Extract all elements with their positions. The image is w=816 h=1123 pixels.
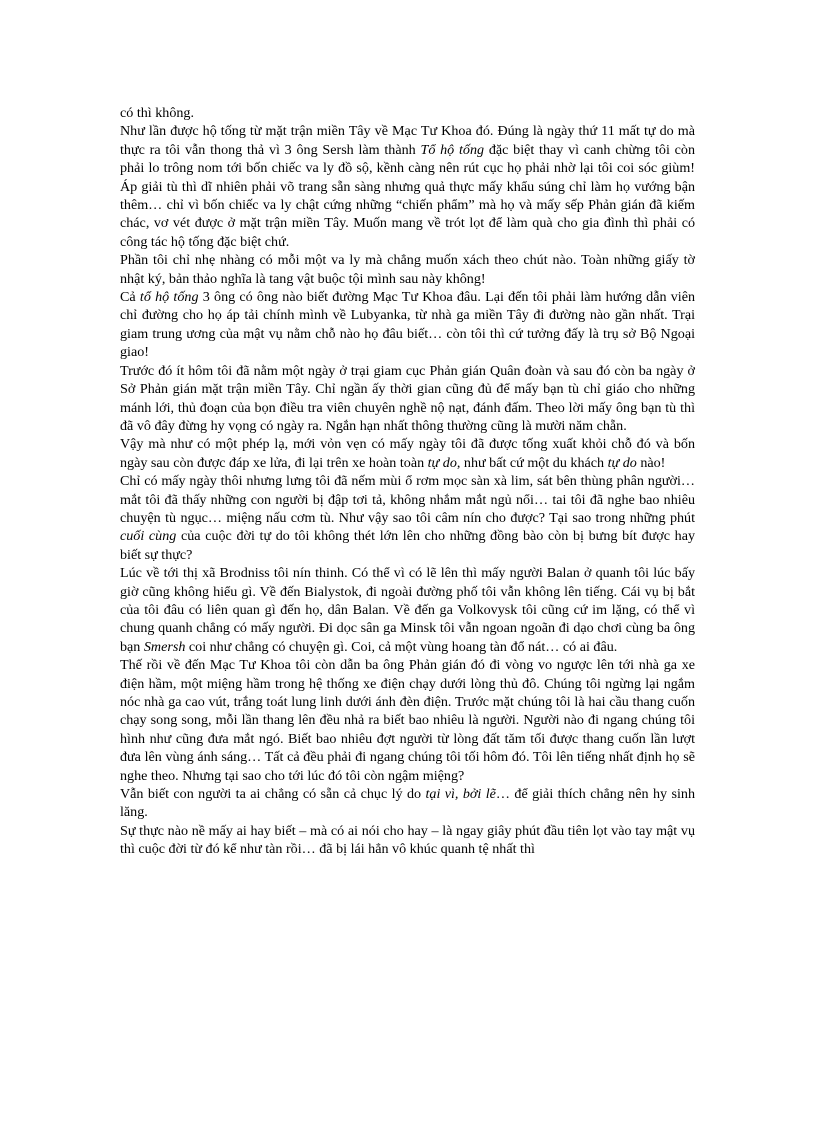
paragraph [120, 362, 695, 436]
paragraph [120, 104, 695, 122]
paragraph-text: của cuộc đời tự do tôi không thét lớn lên cho những đồng bào còn bị bưng bít được hay biết sự thực? [120, 528, 696, 563]
paragraph [120, 656, 695, 785]
paragraph-text: có thì không. [120, 105, 194, 121]
paragraph-text: Phần tôi chỉ nhẹ nhàng có mỗi một va ly mà chẳng muốn xách theo chút nào. Toàn những giấy tờ nhật ký, bản thảo nghĩa là tang vật buộc tội mình sau này không! [120, 252, 695, 287]
paragraph [120, 435, 695, 472]
paragraph-text: Vẫn biết con người ta ai chẳng có sẵn cả chục lý do [120, 786, 426, 803]
paragraph-text: Lúc về tới thị xã Brodniss tôi nín thinh. Có thể vì có lẽ lên thì mấy người Balan ở quanh tôi lúc bấy giờ cũng không hiểu gì. Về đến Bialystok, đi ngoài đường phố tôi vẫn không lên tiếng. Cái vụ bị bắt của tôi đâu có liên quan gì đến họ, dân Balan. Về đến ga Volkovysk tôi cũng cứ im lặng, có thể vì chung quanh chẳng có mấy người. Đi dọc sân ga Minsk tôi vẫn ngoan ngoãn đi dạo chơi cùng ba ông bạn [120, 565, 695, 655]
paragraph-text: coi như chẳng có chuyện gì. Coi, cả một vùng hoang tàn đổ nát… có ai đâu. [185, 638, 618, 655]
paragraph-text: Như lần được hộ tống từ mặt trận miền Tây về Mạc Tư Khoa đó. Đúng là ngày thứ 11 mất tự do mà thực ra tôi vẫn thong thả vì 3 ông Sersh làm thành [120, 123, 695, 158]
paragraph-text: Sự thực nào nề mấy ai hay biết – mà có ai nói cho hay – là ngay giây phút đầu tiên lọt vào tay mật vụ thì cuộc đời từ đó kể như tàn rồi… đã bị lái hẳn vô khúc quanh tệ nhất thì [120, 822, 695, 858]
italic-text: tổ hộ tống [139, 289, 199, 306]
italic-text: tự do [607, 454, 637, 471]
italic-text: Tổ hộ tống [420, 141, 485, 158]
italic-text: cuối cùng [120, 528, 177, 545]
paragraph [120, 472, 695, 564]
document-page [120, 104, 695, 859]
paragraph-text: Cả [120, 289, 140, 306]
paragraph-text: Trước đó ít hôm tôi đã nằm một ngày ở trại giam cục Phản gián Quân đoàn và sau đó còn ba ngày ở Sở Phản gián mặt trận miền Tây. Chỉ ngần ấy thời gian cũng đủ để mấy bạn tù chỉ giáo cho những mánh lới, thủ đoạn của bọn điều tra viên chuyên nghề nộ nạt, đánh đấm. Theo lời mấy ông bạn tù thì đã vô đây đừng hy vọng có ngày ra. Ngắn hạn nhất thông thường cũng là mười năm chẵn. [120, 362, 695, 434]
paragraph [120, 822, 695, 859]
paragraph-text: nào! [636, 454, 666, 471]
paragraph [120, 122, 695, 251]
paragraph-text: đặc biệt thay vì canh chừng tôi còn phải lo trông nom tới bốn chiếc va ly đồ sộ, kềnh càng nên rút cục họ phải nhờ lại tôi coi sóc giùm! Áp giải tù thì dĩ nhiên phải võ trang sẵn sàng nhưng quả thực mấy khẩu súng chỉ làm họ vướng bận thêm… chỉ vì bốn chiếc va ly chật cứng những “chiến phẩm” mà họ và mấy sếp Phản gián đã kiếm chác, vơ vét được ở mặt trận miền Tây. Muốn mang về trót lọt để làm quà cho gia đình thì phải có công tác hộ tống đặc biệt chứ. [120, 141, 695, 250]
paragraph-text: Chỉ có mấy ngày thôi nhưng lưng tôi đã nếm mùi ổ rơm mọc sàn xà lim, sát bên thùng phân người… mắt tôi đã thấy những con người bị đập tơi tả, không nhắm mắt ngủ nổi… tai tôi đã nghe bao nhiêu chuyện tù ngục… miệng nấu cơm tù. Như vậy sao tôi câm nín cho được? Tại sao trong những phút [120, 473, 695, 526]
paragraph-text: , như bất cứ một du khách [456, 454, 608, 471]
paragraph [120, 785, 695, 822]
paragraph-text: 3 ông có ông nào biết đường Mạc Tư Khoa đâu. Lại đến tôi phải làm hướng dẫn viên chỉ đường cho họ áp tải chính mình về Lubyanka, từ nhà ga miền Tây đi đường nào gần nhất. Trại giam trung ương của mật vụ nằm chỗ nào họ đâu biết… còn tôi thì cứ tưởng đấy là trụ sở Bộ Ngoại giao! [120, 289, 696, 361]
italic-text: tại vì, bởi lẽ [425, 786, 496, 803]
paragraph [120, 564, 695, 656]
italic-text: Smersh [143, 638, 186, 655]
paragraph-text: … để giải thích chẳng nên hy sinh lăng. [120, 786, 695, 821]
italic-text: tự do [427, 454, 457, 471]
paragraph-text: Vậy mà như có một phép lạ, mới vỏn vẹn có mấy ngày tôi đã được tống xuất khỏi chỗ đó và bốn ngày sau còn được đáp xe lửa, đi lại trên xe hoàn toàn [120, 436, 695, 471]
paragraph-text: Thế rồi về đến Mạc Tư Khoa tôi còn dẫn ba ông Phản gián đó đi vòng vo ngược lên tới nhà ga xe điện hầm, một miệng hầm trong hệ thống xe điện chạy dưới lòng thủ đô. Chúng tôi ngừng lại ngắm nóc nhà ga cao vút, trắng toát lung linh dưới ánh đèn điện. Trước mặt chúng tôi là hai cầu thang cuốn chạy song song, mỗi lần thang lên đều nhả ra biết bao nhiêu là người. Người nào đi ngang chúng tôi hình như cũng đưa mắt ngó. Biết bao nhiêu đợt người từ lòng đất tăm tối được thang cuốn lần lượt đưa lên vùng ánh sáng… Tất cả đều phải đi ngang chúng tôi tối hôm đó. Tôi lên tiếng nhất định họ sẽ nghe theo. Nhưng tại sao cho tới lúc đó tôi còn ngậm miệng? [120, 657, 695, 784]
paragraph [120, 251, 695, 288]
paragraph [120, 288, 695, 362]
